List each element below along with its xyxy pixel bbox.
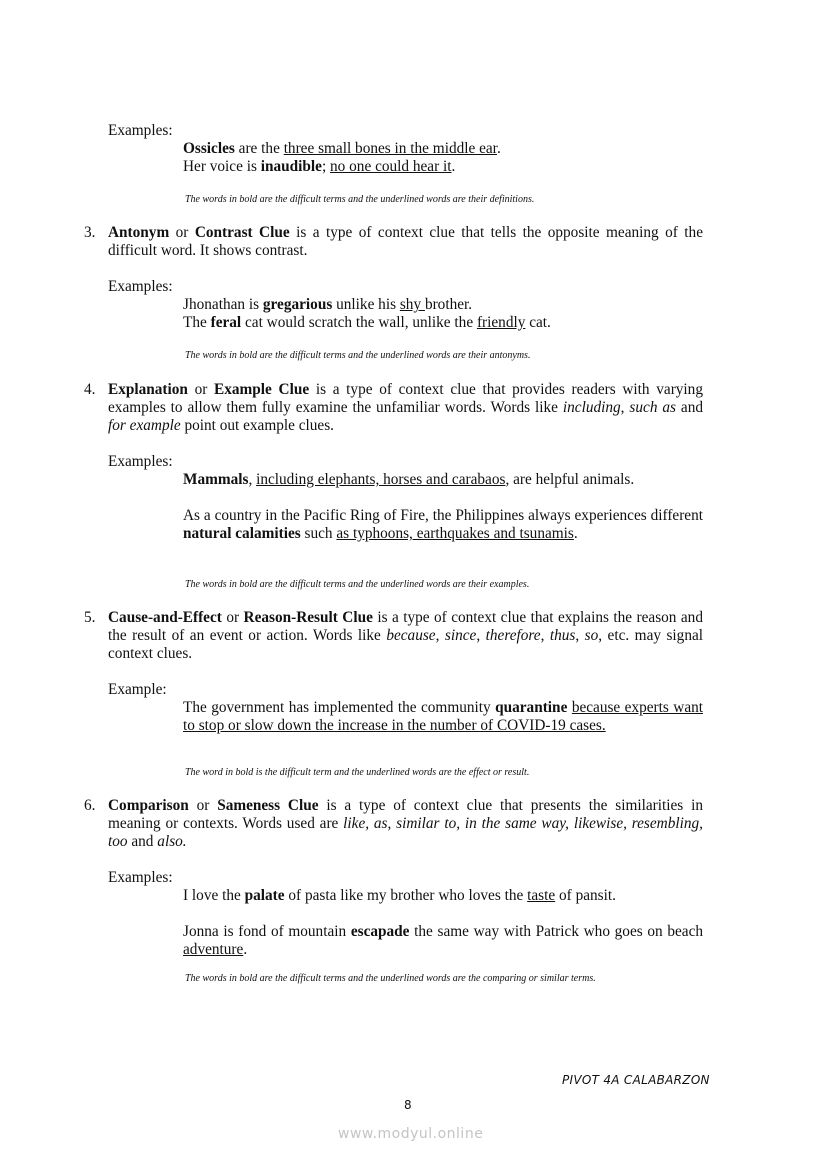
text-run: As a country in the Pacific Ring of Fire, the Philippines always experiences different (183, 507, 703, 524)
text-run: is a type of context clue that provides readers with varying examples to allow them fully examine the unfamiliar words. Words like (108, 381, 703, 416)
signal-word: so (584, 627, 599, 644)
text-run: cat. (525, 314, 551, 331)
difficult-term: feral (210, 314, 242, 331)
footer-organization: PIVOT 4A CALABARZON (562, 1073, 710, 1087)
example-sentence (183, 140, 703, 158)
underlined-clue: no one could hear it (330, 158, 452, 175)
examples-label (108, 453, 173, 471)
underlined-clue: adventure (183, 941, 244, 958)
example-note (185, 578, 705, 591)
underlined-clue: friendly (476, 314, 526, 331)
examples-label (108, 681, 167, 699)
text-run: and (675, 399, 703, 416)
example-sentence (183, 887, 703, 905)
text-run: Examples: (108, 453, 173, 470)
difficult-term: Antonym (108, 224, 170, 241)
example-sentence (183, 296, 703, 314)
list-item-comparison-clue (84, 797, 703, 851)
text-run: The words in bold are the difficult terms and the underlined words are their definitions. (185, 194, 535, 205)
text-run: . (496, 140, 501, 157)
item-number: 6. (84, 797, 96, 814)
text-run: Her voice is (183, 158, 261, 175)
text-run: The words in bold are the difficult terms and the underlined words are their antonyms. (185, 350, 531, 361)
text-run: The government has implemented the community (183, 699, 496, 716)
text-run: . (451, 158, 456, 175)
example-sentence (183, 923, 703, 959)
text-run: . (243, 941, 248, 958)
item-number: 5. (84, 609, 96, 626)
text-run: The (183, 314, 211, 331)
text-run: The word in bold is the difficult term and the underlined words are the effect or result. (185, 767, 530, 778)
text-run: brother. (424, 296, 473, 313)
text-run: Examples: (108, 122, 173, 139)
list-item-example-clue (84, 381, 703, 435)
difficult-term: Mammals (183, 471, 249, 488)
page-number: 8 (404, 1098, 412, 1112)
examples-label (108, 122, 173, 140)
example-sentence (183, 699, 703, 735)
text-run: ; (321, 158, 331, 175)
signal-word: such as (629, 399, 676, 416)
example-sentence (183, 507, 703, 543)
text-run: of pasta like my brother who loves the (284, 887, 528, 904)
text-run: , are helpful animals. (505, 471, 635, 488)
text-run: Example: (108, 681, 167, 698)
text-run: , etc. may signal context clues. (108, 627, 704, 662)
signal-word: since (444, 627, 477, 644)
text-run: or (187, 381, 215, 398)
difficult-term: natural calamities (183, 525, 301, 542)
signal-word: like, as, similar to, in the same way, likewise, resembling, too (108, 815, 703, 850)
difficult-term: Example Clue (214, 381, 310, 398)
difficult-term: escapade (350, 923, 410, 940)
difficult-term: inaudible (260, 158, 322, 175)
text-run: or (221, 609, 244, 626)
difficult-term: palate (244, 887, 285, 904)
signal-word: thus (549, 627, 576, 644)
difficult-term: Sameness Clue (217, 797, 319, 814)
difficult-term: Cause-and-Effect (108, 609, 222, 626)
text-run: is a type of context clue that explains the reason and the result of an event or action. Words like (108, 609, 703, 644)
list-item-cause-effect-clue (84, 609, 704, 663)
difficult-term: Reason-Result Clue (243, 609, 373, 626)
example-note (185, 349, 705, 362)
example-sentence (183, 158, 703, 176)
text-run: . (573, 525, 578, 542)
underlined-clue: taste (527, 887, 556, 904)
text-run: of pansit. (555, 887, 616, 904)
difficult-term: Ossicles (183, 140, 235, 157)
text-run: Jonna is fond of mountain (183, 923, 351, 940)
underlined-clue: because experts want to stop or slow down the increase in the number of COVID-19 cases. (183, 699, 704, 734)
text-run: Examples: (108, 278, 173, 295)
text-run: , (620, 399, 630, 416)
text-run: or (169, 224, 195, 241)
text-run: The words in bold are the difficult terms and the underlined words are their examples. (185, 579, 530, 590)
underlined-clue: as typhoons, earthquakes and tsunamis (336, 525, 574, 542)
text-run: , (575, 627, 585, 644)
signal-word: for example (108, 417, 181, 434)
text-run: and (127, 833, 158, 850)
underlined-clue: shy (399, 296, 425, 313)
signal-word: therefore (485, 627, 541, 644)
difficult-term: Comparison (108, 797, 189, 814)
text-run: , (435, 627, 445, 644)
item-number: 3. (84, 224, 96, 241)
text-run: is a type of context clue that tells the opposite meaning of the difficult word. It shows contrast. (108, 224, 703, 259)
signal-word: because (386, 627, 436, 644)
list-item-antonym-clue (84, 224, 703, 260)
text-run: such (300, 525, 337, 542)
text-run: , (540, 627, 550, 644)
examples-label (108, 278, 173, 296)
text-run: point out example clues. (180, 417, 334, 434)
watermark: www.modyul.online (338, 1126, 484, 1142)
underlined-clue: including elephants, horses and carabaos (256, 471, 506, 488)
text-run: Examples: (108, 869, 173, 886)
text-run: or (188, 797, 218, 814)
underlined-clue: three small bones in the middle ear (283, 140, 497, 157)
text-run: I love the (183, 887, 245, 904)
example-note (185, 972, 705, 985)
item-number: 4. (84, 381, 96, 398)
example-note (185, 193, 705, 206)
text-run: are the (234, 140, 284, 157)
text-run: Jhonathan is (183, 296, 263, 313)
example-sentence (183, 314, 703, 332)
text-run: , (476, 627, 486, 644)
difficult-term: quarantine (495, 699, 568, 716)
text-run: the same way with Patrick who goes on beach (409, 923, 704, 940)
difficult-term: Contrast Clue (194, 224, 290, 241)
difficult-term: gregarious (262, 296, 333, 313)
difficult-term: Explanation (108, 381, 188, 398)
text-run: cat would scratch the wall, unlike the (241, 314, 477, 331)
example-note (185, 766, 705, 779)
text-run: , (248, 471, 257, 488)
signal-word: also. (157, 833, 187, 850)
example-sentence (183, 471, 703, 489)
examples-label (108, 869, 173, 887)
text-run: The words in bold are the difficult terms and the underlined words are the comparing or similar terms. (185, 973, 596, 984)
text-run: is a type of context clue that presents the similarities in meaning or contexts. Words used are (108, 797, 703, 832)
signal-word: including (562, 399, 621, 416)
text-run: unlike his (332, 296, 400, 313)
